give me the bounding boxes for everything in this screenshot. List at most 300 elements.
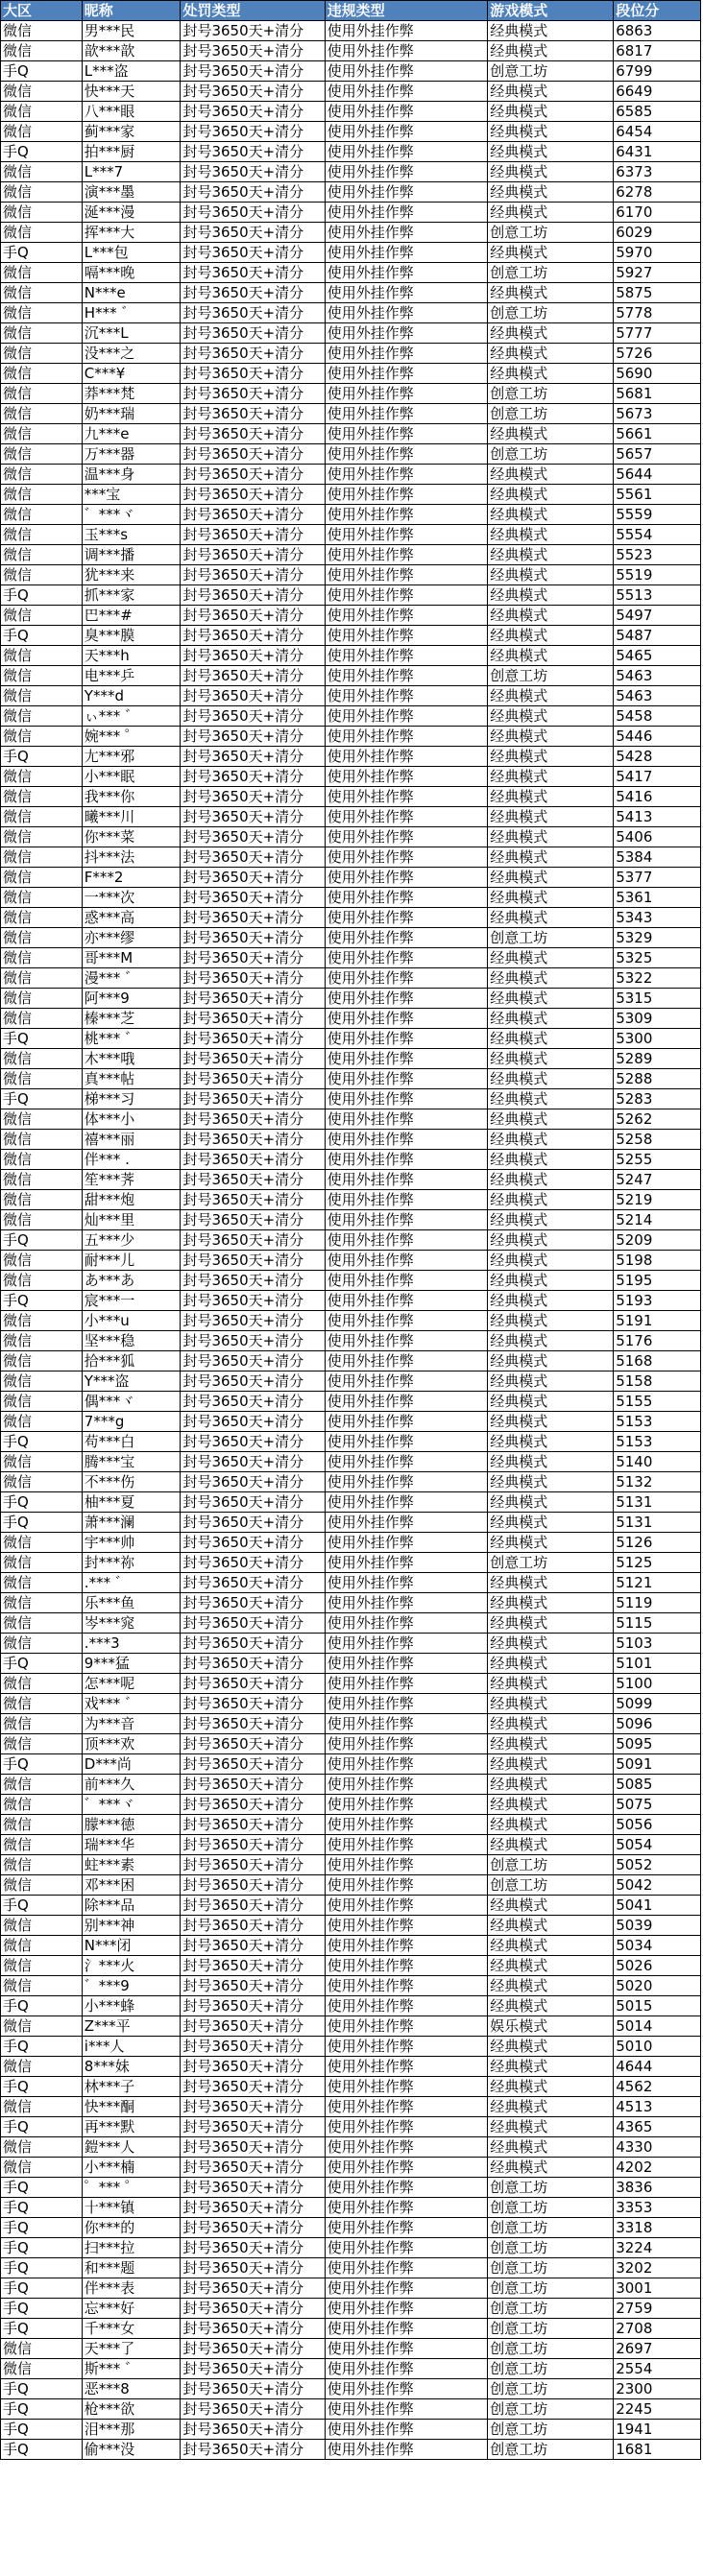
cell-rank-score: 4513 xyxy=(614,2097,701,2117)
cell-nickname: 9***猛 xyxy=(82,1654,181,1674)
cell-penalty-type: 封号3650天+清分 xyxy=(181,1996,325,2016)
cell-penalty-type: 封号3650天+清分 xyxy=(181,424,325,444)
table-row xyxy=(1,727,701,747)
cell-rank-score: 5673 xyxy=(614,404,701,424)
cell-rank-score: 1941 xyxy=(614,2420,701,2440)
cell-penalty-type: 封号3650天+清分 xyxy=(181,21,325,41)
cell-region: 微信 xyxy=(1,1049,83,1069)
cell-violation-type: 使用外挂作弊 xyxy=(325,303,488,323)
cell-game-mode: 经典模式 xyxy=(488,2158,614,2178)
cell-region: 微信 xyxy=(1,122,83,142)
cell-nickname: 怎***呢 xyxy=(82,1674,181,1694)
cell-region: 微信 xyxy=(1,323,83,344)
cell-region: 微信 xyxy=(1,1392,83,1412)
cell-penalty-type: 封号3650天+清分 xyxy=(181,404,325,424)
cell-region: 微信 xyxy=(1,1553,83,1573)
cell-game-mode: 经典模式 xyxy=(488,465,614,485)
cell-nickname: 快***酮 xyxy=(82,2097,181,2117)
cell-violation-type: 使用外挂作弊 xyxy=(325,1069,488,1089)
cell-penalty-type: 封号3650天+清分 xyxy=(181,323,325,344)
cell-rank-score: 3318 xyxy=(614,2218,701,2238)
cell-penalty-type: 封号3650天+清分 xyxy=(181,545,325,565)
cell-violation-type: 使用外挂作弊 xyxy=(325,404,488,424)
cell-violation-type: 使用外挂作弊 xyxy=(325,1634,488,1654)
cell-game-mode: 经典模式 xyxy=(488,1492,614,1513)
cell-penalty-type: 封号3650天+清分 xyxy=(181,2278,325,2299)
cell-region: 手Q xyxy=(1,2399,83,2420)
cell-region: 手Q xyxy=(1,1432,83,1452)
cell-region: 手Q xyxy=(1,2258,83,2278)
table-row xyxy=(1,565,701,585)
cell-rank-score: 5561 xyxy=(614,485,701,505)
cell-violation-type: 使用外挂作弊 xyxy=(325,61,488,82)
cell-violation-type: 使用外挂作弊 xyxy=(325,545,488,565)
cell-game-mode: 经典模式 xyxy=(488,1049,614,1069)
cell-violation-type: 使用外挂作弊 xyxy=(325,747,488,767)
cell-rank-score: 5247 xyxy=(614,1170,701,1190)
cell-rank-score: 5681 xyxy=(614,384,701,404)
cell-nickname: 朦***徳 xyxy=(82,1815,181,1835)
cell-rank-score: 5155 xyxy=(614,1392,701,1412)
cell-game-mode: 经典模式 xyxy=(488,1029,614,1049)
cell-violation-type: 使用外挂作弊 xyxy=(325,1694,488,1714)
cell-violation-type: 使用外挂作弊 xyxy=(325,2178,488,2198)
cell-game-mode: 经典模式 xyxy=(488,908,614,928)
cell-nickname: 演***墨 xyxy=(82,182,181,203)
cell-violation-type: 使用外挂作弊 xyxy=(325,142,488,162)
cell-violation-type: 使用外挂作弊 xyxy=(325,1714,488,1734)
cell-rank-score: 5140 xyxy=(614,1452,701,1472)
cell-penalty-type: 封号3650天+清分 xyxy=(181,989,325,1009)
cell-nickname: 和***题 xyxy=(82,2258,181,2278)
cell-nickname: 宇***帅 xyxy=(82,1533,181,1553)
cell-region: 微信 xyxy=(1,505,83,525)
cell-rank-score: 5176 xyxy=(614,1331,701,1351)
table-row xyxy=(1,747,701,767)
cell-rank-score: 2245 xyxy=(614,2399,701,2420)
cell-penalty-type: 封号3650天+清分 xyxy=(181,384,325,404)
cell-rank-score: 5309 xyxy=(614,1009,701,1029)
cell-region: 微信 xyxy=(1,364,83,384)
cell-game-mode: 创意工坊 xyxy=(488,2420,614,2440)
cell-rank-score: 3224 xyxy=(614,2238,701,2258)
cell-rank-score: 5417 xyxy=(614,767,701,787)
cell-violation-type: 使用外挂作弊 xyxy=(325,182,488,203)
cell-nickname: ゜*** ゜ xyxy=(82,2178,181,2198)
cell-penalty-type: 封号3650天+清分 xyxy=(181,1916,325,1936)
table-row xyxy=(1,787,701,807)
cell-region: 手Q xyxy=(1,1230,83,1251)
table-row xyxy=(1,1412,701,1432)
cell-nickname: 九***e xyxy=(82,424,181,444)
cell-region: 微信 xyxy=(1,1613,83,1634)
table-row xyxy=(1,1271,701,1291)
table-row xyxy=(1,706,701,727)
table-row xyxy=(1,465,701,485)
cell-violation-type: 使用外挂作弊 xyxy=(325,1170,488,1190)
table-row xyxy=(1,666,701,686)
cell-game-mode: 经典模式 xyxy=(488,1472,614,1492)
cell-region: 手Q xyxy=(1,1996,83,2016)
cell-game-mode: 经典模式 xyxy=(488,888,614,908)
cell-game-mode: 经典模式 xyxy=(488,1150,614,1170)
cell-nickname: 沉***L xyxy=(82,323,181,344)
cell-region: 微信 xyxy=(1,666,83,686)
cell-penalty-type: 封号3650天+清分 xyxy=(181,1593,325,1613)
cell-game-mode: 经典模式 xyxy=(488,1996,614,2016)
cell-violation-type: 使用外挂作弊 xyxy=(325,122,488,142)
cell-region: 手Q xyxy=(1,585,83,606)
cell-penalty-type: 封号3650天+清分 xyxy=(181,706,325,727)
cell-violation-type: 使用外挂作弊 xyxy=(325,767,488,787)
cell-nickname: ゛***ヾ xyxy=(82,505,181,525)
cell-region: 手Q xyxy=(1,1291,83,1311)
cell-rank-score: 2708 xyxy=(614,2319,701,2339)
cell-game-mode: 经典模式 xyxy=(488,868,614,888)
cell-nickname: 柚***夏 xyxy=(82,1492,181,1513)
cell-region: 手Q xyxy=(1,2077,83,2097)
cell-region: 手Q xyxy=(1,2218,83,2238)
cell-rank-score: 5325 xyxy=(614,948,701,968)
cell-rank-score: 5406 xyxy=(614,827,701,847)
table-row xyxy=(1,989,701,1009)
cell-violation-type: 使用外挂作弊 xyxy=(325,2379,488,2399)
cell-game-mode: 经典模式 xyxy=(488,847,614,868)
cell-penalty-type: 封号3650天+清分 xyxy=(181,948,325,968)
cell-penalty-type: 封号3650天+清分 xyxy=(181,2037,325,2057)
cell-region: 微信 xyxy=(1,606,83,626)
cell-region: 微信 xyxy=(1,1573,83,1593)
cell-violation-type: 使用外挂作弊 xyxy=(325,2218,488,2238)
cell-region: 微信 xyxy=(1,444,83,465)
table-row xyxy=(1,2077,701,2097)
table-row xyxy=(1,2278,701,2299)
cell-violation-type: 使用外挂作弊 xyxy=(325,1190,488,1210)
cell-region: 手Q xyxy=(1,61,83,82)
cell-violation-type: 使用外挂作弊 xyxy=(325,928,488,948)
cell-penalty-type: 封号3650天+清分 xyxy=(181,1432,325,1452)
cell-rank-score: 5056 xyxy=(614,1815,701,1835)
cell-nickname: ゛***9 xyxy=(82,1976,181,1996)
cell-violation-type: 使用外挂作弊 xyxy=(325,646,488,666)
cell-region: 微信 xyxy=(1,1533,83,1553)
cell-penalty-type: 封号3650天+清分 xyxy=(181,1492,325,1513)
cell-game-mode: 经典模式 xyxy=(488,505,614,525)
table-row xyxy=(1,1775,701,1795)
table-row xyxy=(1,1996,701,2016)
cell-region: 微信 xyxy=(1,404,83,424)
cell-rank-score: 5384 xyxy=(614,847,701,868)
cell-violation-type: 使用外挂作弊 xyxy=(325,1896,488,1916)
cell-violation-type: 使用外挂作弊 xyxy=(325,686,488,706)
cell-region: 微信 xyxy=(1,1593,83,1613)
cell-violation-type: 使用外挂作弊 xyxy=(325,1311,488,1331)
cell-penalty-type: 封号3650天+清分 xyxy=(181,525,325,545)
cell-nickname: 耐***儿 xyxy=(82,1251,181,1271)
cell-penalty-type: 封号3650天+清分 xyxy=(181,686,325,706)
table-row xyxy=(1,1634,701,1654)
cell-violation-type: 使用外挂作弊 xyxy=(325,1936,488,1956)
cell-penalty-type: 封号3650天+清分 xyxy=(181,2117,325,2137)
cell-nickname: 斯*** ゛ xyxy=(82,2359,181,2379)
cell-game-mode: 经典模式 xyxy=(488,1230,614,1251)
cell-region: 微信 xyxy=(1,646,83,666)
cell-game-mode: 经典模式 xyxy=(488,1392,614,1412)
cell-nickname: 歆***歆 xyxy=(82,41,181,61)
cell-penalty-type: 封号3650天+清分 xyxy=(181,102,325,122)
cell-rank-score: 5416 xyxy=(614,787,701,807)
cell-penalty-type: 封号3650天+清分 xyxy=(181,1009,325,1029)
cell-nickname: 哥***M xyxy=(82,948,181,968)
cell-nickname: 拍***厨 xyxy=(82,142,181,162)
cell-rank-score: 5875 xyxy=(614,283,701,303)
cell-game-mode: 创意工坊 xyxy=(488,2379,614,2399)
cell-rank-score: 5125 xyxy=(614,1553,701,1573)
cell-nickname: 灿***里 xyxy=(82,1210,181,1230)
cell-violation-type: 使用外挂作弊 xyxy=(325,666,488,686)
cell-rank-score: 5219 xyxy=(614,1190,701,1210)
cell-nickname: 为***音 xyxy=(82,1714,181,1734)
cell-region: 手Q xyxy=(1,1896,83,1916)
table-row xyxy=(1,1432,701,1452)
cell-rank-score: 5195 xyxy=(614,1271,701,1291)
cell-rank-score: 5052 xyxy=(614,1855,701,1875)
cell-nickname: 不***伤 xyxy=(82,1472,181,1492)
cell-game-mode: 经典模式 xyxy=(488,767,614,787)
table-row xyxy=(1,1553,701,1573)
cell-region: 微信 xyxy=(1,1956,83,1976)
cell-rank-score: 5041 xyxy=(614,1896,701,1916)
cell-penalty-type: 封号3650天+清分 xyxy=(181,142,325,162)
table-row xyxy=(1,525,701,545)
table-row xyxy=(1,2299,701,2319)
cell-nickname: 温***身 xyxy=(82,465,181,485)
column-header-nickname: 昵称 xyxy=(82,1,181,21)
cell-violation-type: 使用外挂作弊 xyxy=(325,2359,488,2379)
table-row xyxy=(1,1069,701,1089)
cell-violation-type: 使用外挂作弊 xyxy=(325,1674,488,1694)
cell-violation-type: 使用外挂作弊 xyxy=(325,1754,488,1775)
cell-game-mode: 经典模式 xyxy=(488,827,614,847)
cell-violation-type: 使用外挂作弊 xyxy=(325,1049,488,1069)
cell-rank-score: 5085 xyxy=(614,1775,701,1795)
table-row xyxy=(1,888,701,908)
cell-rank-score: 5214 xyxy=(614,1210,701,1230)
cell-rank-score: 5153 xyxy=(614,1432,701,1452)
cell-game-mode: 经典模式 xyxy=(488,948,614,968)
cell-violation-type: 使用外挂作弊 xyxy=(325,2258,488,2278)
cell-rank-score: 5497 xyxy=(614,606,701,626)
cell-rank-score: 5262 xyxy=(614,1109,701,1130)
cell-rank-score: 6431 xyxy=(614,142,701,162)
table-row xyxy=(1,1251,701,1271)
cell-rank-score: 5158 xyxy=(614,1371,701,1392)
cell-region: 微信 xyxy=(1,989,83,1009)
table-row xyxy=(1,827,701,847)
cell-penalty-type: 封号3650天+清分 xyxy=(181,1654,325,1674)
cell-rank-score: 5559 xyxy=(614,505,701,525)
cell-violation-type: 使用外挂作弊 xyxy=(325,102,488,122)
cell-rank-score: 5100 xyxy=(614,1674,701,1694)
cell-rank-score: 5014 xyxy=(614,2016,701,2037)
cell-rank-score: 5131 xyxy=(614,1513,701,1533)
cell-nickname: 阿***9 xyxy=(82,989,181,1009)
cell-nickname: 漫*** ゛ xyxy=(82,968,181,989)
cell-game-mode: 经典模式 xyxy=(488,747,614,767)
cell-rank-score: 5463 xyxy=(614,666,701,686)
cell-game-mode: 经典模式 xyxy=(488,2057,614,2077)
table-row xyxy=(1,1976,701,1996)
cell-game-mode: 经典模式 xyxy=(488,585,614,606)
table-header xyxy=(1,1,701,21)
cell-violation-type: 使用外挂作弊 xyxy=(325,888,488,908)
cell-nickname: Y***盗 xyxy=(82,1371,181,1392)
cell-nickname: 千***女 xyxy=(82,2319,181,2339)
cell-violation-type: 使用外挂作弊 xyxy=(325,847,488,868)
table-row xyxy=(1,61,701,82)
cell-penalty-type: 封号3650天+清分 xyxy=(181,1069,325,1089)
cell-nickname: 恶***8 xyxy=(82,2379,181,2399)
table-row xyxy=(1,2137,701,2158)
cell-penalty-type: 封号3650天+清分 xyxy=(181,968,325,989)
cell-violation-type: 使用外挂作弊 xyxy=(325,344,488,364)
cell-nickname: 萧***澜 xyxy=(82,1513,181,1533)
cell-nickname: 你***菜 xyxy=(82,827,181,847)
cell-region: 手Q xyxy=(1,2278,83,2299)
cell-game-mode: 经典模式 xyxy=(488,344,614,364)
cell-game-mode: 创意工坊 xyxy=(488,2238,614,2258)
cell-penalty-type: 封号3650天+清分 xyxy=(181,1694,325,1714)
cell-game-mode: 经典模式 xyxy=(488,1170,614,1190)
cell-penalty-type: 封号3650天+清分 xyxy=(181,1109,325,1130)
cell-rank-score: 6373 xyxy=(614,162,701,182)
cell-violation-type: 使用外挂作弊 xyxy=(325,1351,488,1371)
cell-game-mode: 经典模式 xyxy=(488,2137,614,2158)
cell-rank-score: 5103 xyxy=(614,1634,701,1654)
cell-nickname: Z***平 xyxy=(82,2016,181,2037)
cell-rank-score: 5101 xyxy=(614,1654,701,1674)
cell-penalty-type: 封号3650天+清分 xyxy=(181,162,325,182)
table-row xyxy=(1,2198,701,2218)
cell-nickname: ***宝 xyxy=(82,485,181,505)
cell-violation-type: 使用外挂作弊 xyxy=(325,1593,488,1613)
table-row xyxy=(1,283,701,303)
cell-penalty-type: 封号3650天+清分 xyxy=(181,2359,325,2379)
cell-violation-type: 使用外挂作弊 xyxy=(325,2097,488,2117)
cell-region: 微信 xyxy=(1,1351,83,1371)
cell-violation-type: 使用外挂作弊 xyxy=(325,1976,488,1996)
table-row xyxy=(1,1573,701,1593)
cell-penalty-type: 封号3650天+清分 xyxy=(181,2238,325,2258)
cell-violation-type: 使用外挂作弊 xyxy=(325,989,488,1009)
cell-violation-type: 使用外挂作弊 xyxy=(325,505,488,525)
cell-rank-score: 5513 xyxy=(614,585,701,606)
cell-violation-type: 使用外挂作弊 xyxy=(325,2198,488,2218)
cell-penalty-type: 封号3650天+清分 xyxy=(181,1956,325,1976)
cell-rank-score: 6585 xyxy=(614,102,701,122)
cell-penalty-type: 封号3650天+清分 xyxy=(181,787,325,807)
cell-rank-score: 3353 xyxy=(614,2198,701,2218)
table-row xyxy=(1,807,701,827)
cell-rank-score: 5034 xyxy=(614,1936,701,1956)
cell-nickname: N***闭 xyxy=(82,1936,181,1956)
cell-game-mode: 创意工坊 xyxy=(488,2440,614,2460)
table-row xyxy=(1,1835,701,1855)
cell-nickname: C***¥ xyxy=(82,364,181,384)
cell-penalty-type: 封号3650天+清分 xyxy=(181,485,325,505)
cell-game-mode: 经典模式 xyxy=(488,21,614,41)
table-row xyxy=(1,424,701,444)
cell-nickname: .*** ゛ xyxy=(82,1573,181,1593)
cell-nickname: 林***子 xyxy=(82,2077,181,2097)
table-row xyxy=(1,384,701,404)
cell-rank-score: 5091 xyxy=(614,1754,701,1775)
cell-rank-score: 5523 xyxy=(614,545,701,565)
cell-nickname: 没***之 xyxy=(82,344,181,364)
cell-nickname: 惑***高 xyxy=(82,908,181,928)
cell-penalty-type: 封号3650天+清分 xyxy=(181,585,325,606)
cell-rank-score: 2300 xyxy=(614,2379,701,2399)
cell-violation-type: 使用外挂作弊 xyxy=(325,1775,488,1795)
cell-nickname: .***3 xyxy=(82,1634,181,1654)
table-row xyxy=(1,41,701,61)
cell-region: 微信 xyxy=(1,1936,83,1956)
cell-rank-score: 5054 xyxy=(614,1835,701,1855)
table-row xyxy=(1,102,701,122)
cell-violation-type: 使用外挂作弊 xyxy=(325,626,488,646)
cell-penalty-type: 封号3650天+清分 xyxy=(181,2299,325,2319)
cell-region: 微信 xyxy=(1,2359,83,2379)
table-row xyxy=(1,1009,701,1029)
cell-game-mode: 创意工坊 xyxy=(488,2258,614,2278)
cell-rank-score: 6029 xyxy=(614,223,701,243)
table-row xyxy=(1,444,701,465)
cell-rank-score: 6278 xyxy=(614,182,701,203)
cell-region: 微信 xyxy=(1,1472,83,1492)
cell-region: 微信 xyxy=(1,41,83,61)
table-row xyxy=(1,1714,701,1734)
cell-penalty-type: 封号3650天+清分 xyxy=(181,747,325,767)
cell-region: 微信 xyxy=(1,283,83,303)
cell-region: 微信 xyxy=(1,888,83,908)
cell-rank-score: 5487 xyxy=(614,626,701,646)
cell-rank-score: 6817 xyxy=(614,41,701,61)
cell-rank-score: 5413 xyxy=(614,807,701,827)
cell-penalty-type: 封号3650天+清分 xyxy=(181,1553,325,1573)
cell-region: 微信 xyxy=(1,182,83,203)
cell-rank-score: 5258 xyxy=(614,1130,701,1150)
cell-region: 微信 xyxy=(1,686,83,706)
cell-game-mode: 经典模式 xyxy=(488,41,614,61)
cell-game-mode: 经典模式 xyxy=(488,525,614,545)
cell-rank-score: 1681 xyxy=(614,2440,701,2460)
cell-nickname: 抓***家 xyxy=(82,585,181,606)
cell-nickname: 小***眠 xyxy=(82,767,181,787)
table-row xyxy=(1,1855,701,1875)
table-row xyxy=(1,2037,701,2057)
cell-game-mode: 创意工坊 xyxy=(488,2399,614,2420)
cell-region: 微信 xyxy=(1,767,83,787)
cell-game-mode: 创意工坊 xyxy=(488,2218,614,2238)
cell-nickname: 曦***川 xyxy=(82,807,181,827)
cell-penalty-type: 封号3650天+清分 xyxy=(181,2077,325,2097)
table-row xyxy=(1,948,701,968)
cell-game-mode: 创意工坊 xyxy=(488,1875,614,1896)
cell-region: 微信 xyxy=(1,1130,83,1150)
cell-nickname: 抖***法 xyxy=(82,847,181,868)
cell-nickname: 十***镇 xyxy=(82,2198,181,2218)
cell-nickname: 奶***瑞 xyxy=(82,404,181,424)
